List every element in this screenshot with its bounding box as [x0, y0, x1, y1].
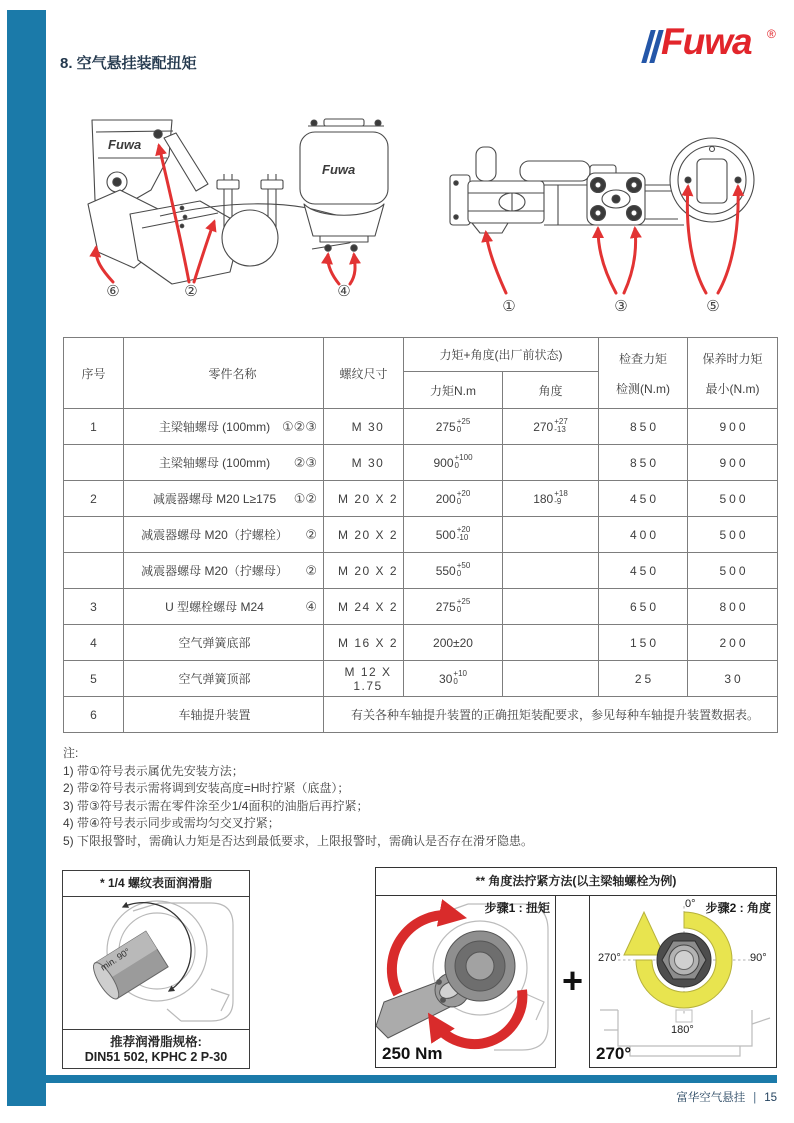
angle-mark-90: 90°	[750, 951, 767, 964]
header-check-torque-line2: 检测(N.m)	[616, 381, 671, 396]
notes-list	[63, 763, 533, 851]
angle-rotation-drawing	[590, 898, 775, 1064]
callout-label-5: ⑤	[706, 298, 720, 315]
suspension-side-view-diagram	[72, 112, 432, 312]
page-number: 15	[764, 1092, 777, 1104]
part-name-cell: 减震器螺母 M20（拧螺母） ②	[124, 553, 324, 589]
fuwa-logo-on-bracket: Fuwa	[108, 137, 142, 152]
callout-label-3: ③	[614, 298, 628, 315]
table-row: 6 车轴提升装置 有关各种车轴提升装置的正确扭矩装配要求，参见每种车轴提升装置数据表。	[64, 697, 778, 733]
header-check-torque	[599, 338, 688, 409]
angle-method-box	[375, 867, 777, 1069]
header-angle: 角度	[503, 372, 599, 409]
logo-text: Fuwa	[661, 21, 752, 62]
suspension-top-view-diagram	[448, 133, 773, 315]
part-name-cell: 主梁轴螺母 (100mm) ①②③	[124, 409, 324, 445]
priority-marks: ④	[305, 598, 317, 614]
note-item: 5) 下限报警时，需确认力矩是否达到最低要求，上限报警时，需确认是否存在滑牙隐患。	[63, 833, 534, 848]
notes-label: 注:	[63, 746, 79, 760]
angle-mark-180: 180°	[671, 1023, 694, 1036]
note-item: 4) 带④符号表示同步或需均匀交叉拧紧；	[63, 816, 280, 830]
grease-recommendation	[63, 1030, 249, 1064]
grease-info-box	[62, 870, 250, 1069]
step1-label: 步骤1 : 扭矩	[484, 900, 550, 915]
step2-label: 步骤2 : 角度	[705, 900, 771, 915]
part-name-cell: 减震器螺母 M20（拧螺栓） ②	[124, 517, 324, 553]
header-maintenance-torque-line1: 保养时力矩	[702, 351, 763, 366]
torque-table-body	[64, 409, 778, 733]
part-name-cell: 车轴提升装置	[124, 697, 324, 733]
angle-mark-270: 270°	[598, 951, 621, 964]
priority-marks: ②③	[293, 454, 317, 470]
plus-sign: +	[561, 960, 584, 1001]
header-maintenance-torque	[688, 338, 778, 409]
step2-angle-value: 270°	[596, 1043, 632, 1063]
note-item: 2) 带②符号表示需将调到安装高度=H时拧紧（底盘）；	[63, 781, 350, 795]
table-row: 2 减震器螺母 M20 L≥175 ①② M 20 X 2 200 +20 0 180 +18 -9 450 500	[64, 481, 778, 517]
header-index: 序号	[64, 338, 124, 409]
note-item: 3) 带③符号表示需在零件涂至少1/4面积的油脂后再拧紧；	[63, 798, 369, 813]
priority-marks: ①②	[293, 490, 317, 506]
min-angle-label: min. 90°	[98, 946, 132, 973]
callout-label-4: ④	[337, 283, 351, 300]
table-row: 1 主梁轴螺母 (100mm) ①②③ M 30 275 +25 0 270 +27 -13 850 900	[64, 409, 778, 445]
part-name-cell: 空气弹簧顶部	[124, 661, 324, 697]
torque-wrench-drawing	[376, 898, 554, 1064]
torque-spec-table	[63, 337, 778, 733]
footer-separator: |	[753, 1092, 757, 1104]
callout-label-6: ⑥	[106, 283, 120, 300]
table-row: 3 U 型螺栓螺母 M24 ④ M 24 X 2 275 +25 0 650 800	[64, 589, 778, 625]
callout-label-2: ②	[184, 283, 198, 300]
header-maintenance-torque-line2: 最小(N.m)	[705, 381, 760, 396]
page-footer	[0, 1089, 777, 1105]
part-name-cell: 减震器螺母 M20 L≥175 ①②	[124, 481, 324, 517]
part-name-cell: 主梁轴螺母 (100mm) ②③	[124, 445, 324, 481]
registered-mark: ®	[767, 27, 776, 41]
spindle-grease-drawing	[63, 897, 247, 1028]
step1-torque-panel	[375, 895, 556, 1068]
bottom-accent-bar	[46, 1075, 777, 1083]
table-row: 4 空气弹簧底部 M 16 X 2 200±20 150 200	[64, 625, 778, 661]
part-name-cell: U 型螺栓螺母 M24 ④	[124, 589, 324, 625]
step1-torque-value: 250 Nm	[382, 1043, 443, 1063]
angle-method-title: ** 角度法拧紧方法(以主梁轴螺栓为例)	[375, 867, 777, 896]
notes-section	[63, 745, 533, 850]
priority-marks: ①②③	[282, 418, 317, 434]
table-row: 主梁轴螺母 (100mm) ②③ M 30 900 +100 0 850 900	[64, 445, 778, 481]
grease-illustration	[63, 897, 249, 1030]
table-row: 减震器螺母 M20（拧螺母） ② M 20 X 2 550 +50 0 450 500	[64, 553, 778, 589]
header-thread-size: 螺纹尺寸	[324, 338, 404, 409]
part-name-cell: 空气弹簧底部	[124, 625, 324, 661]
header-part-name: 零件名称	[124, 338, 324, 409]
footer-brand: 富华空气悬挂	[676, 1092, 746, 1104]
fuwa-logo	[644, 21, 789, 73]
grease-spec-value: DIN51 502, KPHC 2 P-30	[84, 1050, 228, 1064]
priority-marks: ②	[305, 526, 317, 542]
fuwa-logo-on-airspring: Fuwa	[322, 162, 356, 177]
table-row: 5 空气弹簧顶部 M 12 X 1.75 30 +10 0 25 30	[64, 661, 778, 697]
callout-label-1: ①	[502, 298, 516, 315]
left-accent-bar	[7, 10, 46, 1106]
grease-box-title: * 1/4 螺纹表面润滑脂	[63, 871, 249, 897]
angle-mark-0: 0°	[685, 897, 696, 910]
grease-spec-label: 推荐润滑脂规格:	[110, 1035, 202, 1049]
step2-angle-panel	[589, 895, 777, 1068]
header-check-torque-line1: 检查力矩	[619, 351, 668, 366]
page-title: 8. 空气悬挂装配扭矩	[60, 55, 197, 72]
note-item: 1) 带①符号表示属优先安装方法；	[63, 763, 244, 778]
table-row: 减震器螺母 M20（拧螺栓） ② M 20 X 2 500 +20 -10 400 500	[64, 517, 778, 553]
header-torque-angle-group: 力矩+角度(出厂前状态)	[404, 338, 599, 372]
suspension-side-view-drawing	[72, 112, 432, 297]
priority-marks: ②	[305, 562, 317, 578]
header-torque-nm: 力矩N.m	[404, 372, 503, 409]
suspension-top-view-drawing	[448, 133, 773, 298]
